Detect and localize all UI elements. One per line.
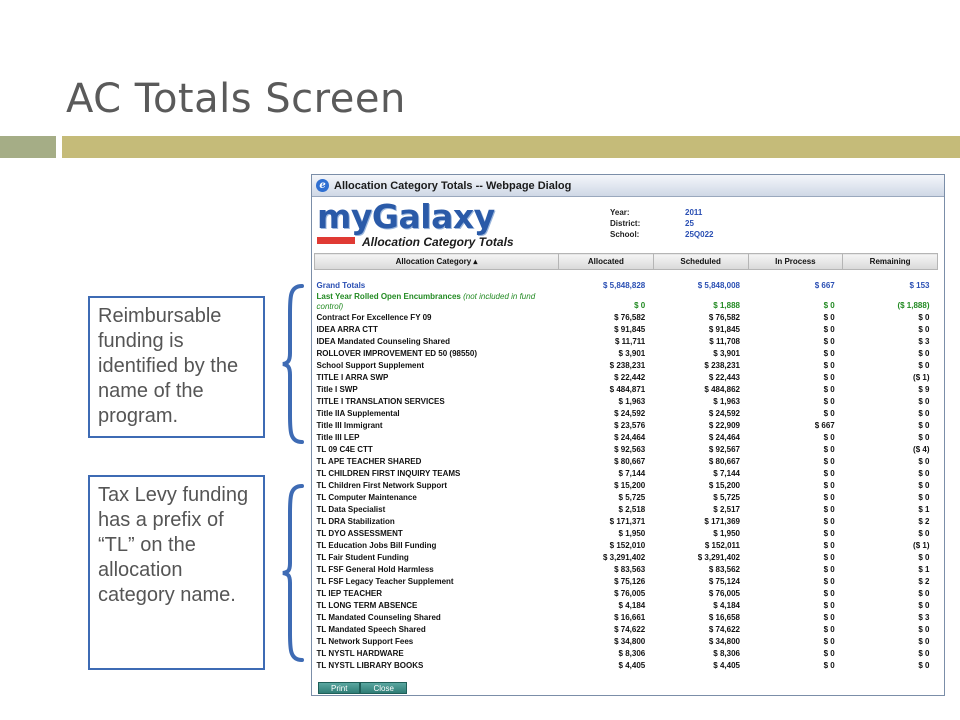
category-name: TL DRA Stabilization (316, 516, 395, 526)
allocated-value: $ 3,291,402 (602, 552, 646, 562)
info-row-school (610, 229, 713, 240)
scheduled-value: $ 76,582 (708, 312, 740, 322)
allocation-totals-dialog (311, 174, 945, 696)
category-name: ROLLOVER IMPROVEMENT ED 50 (98550) (316, 348, 477, 358)
category-name: TL Data Specialist (316, 504, 386, 514)
category-name: TL NYSTL HARDWARE (316, 648, 404, 658)
remaining-value: $ 0 (918, 660, 930, 670)
remaining-value: $ 3 (918, 336, 930, 346)
in-process-value: $ 0 (823, 564, 835, 574)
last-year-encumbrances-row (315, 292, 938, 312)
allocated-value: $ 75,126 (614, 576, 646, 586)
table-row (315, 312, 938, 324)
remaining-value: $ 0 (918, 636, 930, 646)
allocated-value: $ 2,518 (618, 504, 646, 514)
table-row (315, 648, 938, 660)
scheduled-value: $ 24,592 (708, 408, 740, 418)
in-process-value: $ 667 (814, 420, 835, 430)
in-process-value: $ 0 (823, 576, 835, 586)
dialog-titlebar[interactable] (312, 175, 944, 197)
category-name: TL FSF General Hold Harmless (316, 564, 434, 574)
info-label: Year: (610, 208, 630, 217)
scheduled-value: $ 75,124 (708, 576, 740, 586)
scheduled-value: $ 83,562 (708, 564, 740, 574)
grand-totals-scheduled: $ 5,848,008 (697, 280, 740, 290)
category-name: TL CHILDREN FIRST INQUIRY TEAMS (316, 468, 461, 478)
remaining-value: $ 0 (918, 624, 930, 634)
table-row (315, 420, 938, 432)
allocated-value: $ 92,563 (614, 444, 646, 454)
grand-totals-remaining: $ 153 (909, 280, 930, 290)
school-info (610, 207, 713, 240)
allocated-value: $ 34,800 (614, 636, 646, 646)
allocated-value: $ 74,622 (614, 624, 646, 634)
category-name: TITLE I ARRA SWP (316, 372, 389, 382)
table-row (315, 492, 938, 504)
in-process-value: $ 0 (823, 444, 835, 454)
table-row (315, 348, 938, 360)
close-button[interactable]: Close (360, 682, 406, 694)
scheduled-value: $ 1,963 (713, 396, 740, 406)
tax-levy-brace (280, 483, 306, 663)
in-process-value: $ 0 (823, 636, 835, 646)
category-name: TL 09 C4E CTT (316, 444, 373, 454)
category-name: Title III Immigrant (316, 420, 383, 430)
table-row (315, 336, 938, 348)
scheduled-value: $ 484,862 (704, 384, 740, 394)
category-name: TITLE I TRANSLATION SERVICES (316, 396, 445, 406)
allocated-value: $ 24,592 (614, 408, 646, 418)
scheduled-value: $ 91,845 (708, 324, 740, 334)
in-process-value: $ 0 (823, 336, 835, 346)
allocated-value: $ 23,576 (614, 420, 646, 430)
in-process-value: $ 0 (823, 480, 835, 490)
allocated-value: $ 1,963 (618, 396, 646, 406)
table-row (315, 516, 938, 528)
allocated-value: $ 5,725 (618, 492, 646, 502)
allocated-value: $ 91,845 (614, 324, 646, 334)
allocated-value: $ 3,901 (618, 348, 646, 358)
category-name: TL Children First Network Support (316, 480, 448, 490)
in-process-value: $ 0 (823, 624, 835, 634)
column-header-allocation-category[interactable]: Allocation Category ▴ (315, 254, 559, 270)
info-value: 25 (685, 219, 694, 228)
last-year-label: Last Year Rolled Open Encumbrances (316, 291, 461, 301)
in-process-value: $ 0 (823, 408, 835, 418)
grand-totals-label: Grand Totals (316, 280, 366, 290)
category-name: Title I SWP (316, 384, 358, 394)
table-row (315, 528, 938, 540)
table-row (315, 456, 938, 468)
reimbursable-brace (280, 283, 306, 445)
reimbursable-callout: Reimbursable funding is identified by the name of the program. (88, 296, 265, 438)
remaining-value: $ 0 (918, 348, 930, 358)
scheduled-value: $ 24,464 (708, 432, 740, 442)
remaining-value: $ 1 (918, 564, 930, 574)
in-process-value: $ 0 (823, 600, 835, 610)
scheduled-value: $ 7,144 (713, 468, 740, 478)
tax-levy-callout: Tax Levy funding has a prefix of “TL” on the allocation category name. (88, 475, 265, 670)
info-row-year (610, 207, 713, 218)
scheduled-value: $ 1,950 (713, 528, 740, 538)
info-row-district (610, 218, 713, 229)
last-year-note: (not included in fund control) (316, 291, 536, 311)
category-name: TL NYSTL LIBRARY BOOKS (316, 660, 424, 670)
remaining-value: $ 0 (918, 408, 930, 418)
page-subtitle: Allocation Category Totals (362, 235, 514, 249)
scheduled-value: $ 8,306 (713, 648, 740, 658)
in-process-value: $ 0 (823, 504, 835, 514)
table-row (315, 372, 938, 384)
scheduled-value: $ 152,011 (704, 540, 740, 550)
remaining-value: $ 0 (918, 420, 930, 430)
in-process-value: $ 0 (823, 432, 835, 442)
allocated-value: $ 76,005 (614, 588, 646, 598)
remaining-value: $ 2 (918, 576, 930, 586)
allocated-value: $ 16,661 (614, 612, 646, 622)
brand-header (312, 197, 944, 253)
remaining-value: $ 0 (918, 456, 930, 466)
scheduled-value: $ 5,725 (713, 492, 740, 502)
remaining-value: $ 0 (918, 492, 930, 502)
allocated-value: $ 238,231 (609, 360, 646, 370)
table-row (315, 624, 938, 636)
totals-table (314, 253, 938, 672)
in-process-value: $ 0 (823, 468, 835, 478)
in-process-value: $ 0 (823, 660, 835, 670)
in-process-value: $ 0 (823, 384, 835, 394)
allocated-value: $ 1,950 (618, 528, 646, 538)
allocated-value: $ 24,464 (614, 432, 646, 442)
table-row (315, 588, 938, 600)
remaining-value: $ 9 (918, 384, 930, 394)
column-header-remaining[interactable]: Remaining (843, 254, 938, 270)
table-header-row (315, 254, 938, 270)
remaining-value: $ 0 (918, 360, 930, 370)
in-process-value: $ 0 (823, 612, 835, 622)
table-row (315, 468, 938, 480)
info-value: 25Q022 (685, 230, 714, 239)
scheduled-value: $ 16,658 (708, 612, 740, 622)
dialog-button-bar (318, 682, 407, 694)
category-name: Title IIA Supplemental (316, 408, 400, 418)
in-process-value: $ 0 (823, 456, 835, 466)
remaining-value: ($ 1) (913, 372, 930, 382)
info-label: School: (610, 230, 640, 239)
last-year-label-cell (315, 292, 559, 312)
category-name: TL APE TEACHER SHARED (316, 456, 422, 466)
allocated-value: $ 15,200 (614, 480, 646, 490)
scheduled-value: $ 76,005 (708, 588, 740, 598)
allocated-value: $ 484,871 (609, 384, 646, 394)
scheduled-value: $ 92,567 (708, 444, 740, 454)
in-process-value: $ 0 (823, 540, 835, 550)
in-process-value: $ 0 (823, 588, 835, 598)
in-process-value: $ 0 (823, 552, 835, 562)
table-row (315, 324, 938, 336)
scheduled-value: $ 3,901 (713, 348, 740, 358)
remaining-value: $ 2 (918, 516, 930, 526)
table-row (315, 552, 938, 564)
grand-totals-in-process: $ 667 (814, 280, 835, 290)
title-rule-right (62, 136, 960, 158)
remaining-value: $ 1 (918, 504, 930, 514)
remaining-value: $ 0 (918, 312, 930, 322)
table-row (315, 600, 938, 612)
category-name: Contract For Excellence FY 09 (316, 312, 432, 322)
in-process-value: $ 0 (823, 648, 835, 658)
table-row (315, 636, 938, 648)
category-name: TL Network Support Fees (316, 636, 414, 646)
category-name: TL Mandated Counseling Shared (316, 612, 441, 622)
table-row (315, 612, 938, 624)
table-row (315, 660, 938, 672)
scheduled-value: $ 22,909 (708, 420, 740, 430)
last-year-remaining: ($ 1,888) (897, 300, 930, 310)
spacer-row (315, 270, 938, 280)
table-row (315, 540, 938, 552)
title-rule-left (0, 136, 56, 158)
scheduled-value: $ 171,369 (704, 516, 740, 526)
category-name: Title III LEP (316, 432, 360, 442)
scheduled-value: $ 4,184 (713, 600, 740, 610)
table-row (315, 576, 938, 588)
table-row (315, 432, 938, 444)
scheduled-value: $ 34,800 (708, 636, 740, 646)
allocated-value: $ 171,371 (609, 516, 646, 526)
scheduled-value: $ 74,622 (708, 624, 740, 634)
category-name: IDEA Mandated Counseling Shared (316, 336, 450, 346)
scheduled-value: $ 2,517 (713, 504, 740, 514)
category-name: TL LONG TERM ABSENCE (316, 600, 418, 610)
table-row (315, 444, 938, 456)
category-name: TL Fair Student Funding (316, 552, 409, 562)
remaining-value: ($ 4) (913, 444, 930, 454)
in-process-value: $ 0 (823, 312, 835, 322)
scheduled-value: $ 238,231 (704, 360, 740, 370)
allocated-value: $ 76,582 (614, 312, 646, 322)
allocated-value: $ 7,144 (618, 468, 646, 478)
info-value: 2011 (685, 208, 703, 217)
remaining-value: $ 0 (918, 468, 930, 478)
allocated-value: $ 4,405 (618, 660, 646, 670)
mygalaxy-logo: myGalaxy (317, 197, 495, 236)
category-name: School Support Supplement (316, 360, 425, 370)
category-name: TL IEP TEACHER (316, 588, 382, 598)
dialog-title: Allocation Category Totals -- Webpage Dialog (334, 179, 572, 192)
in-process-value: $ 0 (823, 528, 835, 538)
column-header-scheduled[interactable]: Scheduled (653, 254, 748, 270)
allocated-value: $ 152,010 (609, 540, 646, 550)
table-row (315, 396, 938, 408)
remaining-value: $ 0 (918, 432, 930, 442)
in-process-value: $ 0 (823, 372, 835, 382)
table-row (315, 360, 938, 372)
remaining-value: $ 3 (918, 612, 930, 622)
remaining-value: $ 0 (918, 648, 930, 658)
in-process-value: $ 0 (823, 396, 835, 406)
table-row (315, 480, 938, 492)
remaining-value: $ 0 (918, 396, 930, 406)
scheduled-value: $ 3,291,402 (697, 552, 740, 562)
grand-totals-row (315, 280, 938, 292)
info-label: District: (610, 219, 641, 228)
scheduled-value: $ 15,200 (708, 480, 740, 490)
slide-title: AC Totals Screen (66, 76, 406, 122)
print-button[interactable]: Print (318, 682, 360, 694)
scheduled-value: $ 4,405 (713, 660, 740, 670)
remaining-value: ($ 1) (913, 540, 930, 550)
category-name: IDEA ARRA CTT (316, 324, 378, 334)
remaining-value: $ 0 (918, 324, 930, 334)
column-header-in-process[interactable]: In Process (748, 254, 843, 270)
column-header-allocated[interactable]: Allocated (559, 254, 654, 270)
table-row (315, 384, 938, 396)
last-year-in-process: $ 0 (823, 300, 835, 310)
allocated-value: $ 83,563 (614, 564, 646, 574)
scheduled-value: $ 11,708 (709, 336, 740, 346)
in-process-value: $ 0 (823, 360, 835, 370)
allocated-value: $ 22,442 (614, 372, 646, 382)
allocated-value: $ 80,667 (614, 456, 646, 466)
last-year-scheduled: $ 1,888 (713, 300, 740, 310)
grand-totals-allocated: $ 5,848,828 (602, 280, 646, 290)
in-process-value: $ 0 (823, 492, 835, 502)
scheduled-value: $ 22,443 (708, 372, 740, 382)
ie-icon: e (316, 179, 329, 192)
remaining-value: $ 0 (918, 600, 930, 610)
last-year-allocated: $ 0 (634, 300, 646, 310)
remaining-value: $ 0 (918, 588, 930, 598)
table-row (315, 564, 938, 576)
in-process-value: $ 0 (823, 324, 835, 334)
remaining-value: $ 0 (918, 480, 930, 490)
table-row (315, 408, 938, 420)
in-process-value: $ 0 (823, 348, 835, 358)
allocated-value: $ 4,184 (618, 600, 646, 610)
category-name: TL FSF Legacy Teacher Supplement (316, 576, 454, 586)
allocated-value: $ 11,711 (614, 336, 646, 346)
in-process-value: $ 0 (823, 516, 835, 526)
table-row (315, 504, 938, 516)
category-name: TL Education Jobs Bill Funding (316, 540, 437, 550)
remaining-value: $ 0 (918, 528, 930, 538)
logo-accent-bar (317, 237, 355, 244)
allocated-value: $ 8,306 (618, 648, 646, 658)
remaining-value: $ 0 (918, 552, 930, 562)
category-name: TL DYO ASSESSMENT (316, 528, 403, 538)
scheduled-value: $ 80,667 (708, 456, 740, 466)
category-name: TL Mandated Speech Shared (316, 624, 426, 634)
category-name: TL Computer Maintenance (316, 492, 417, 502)
